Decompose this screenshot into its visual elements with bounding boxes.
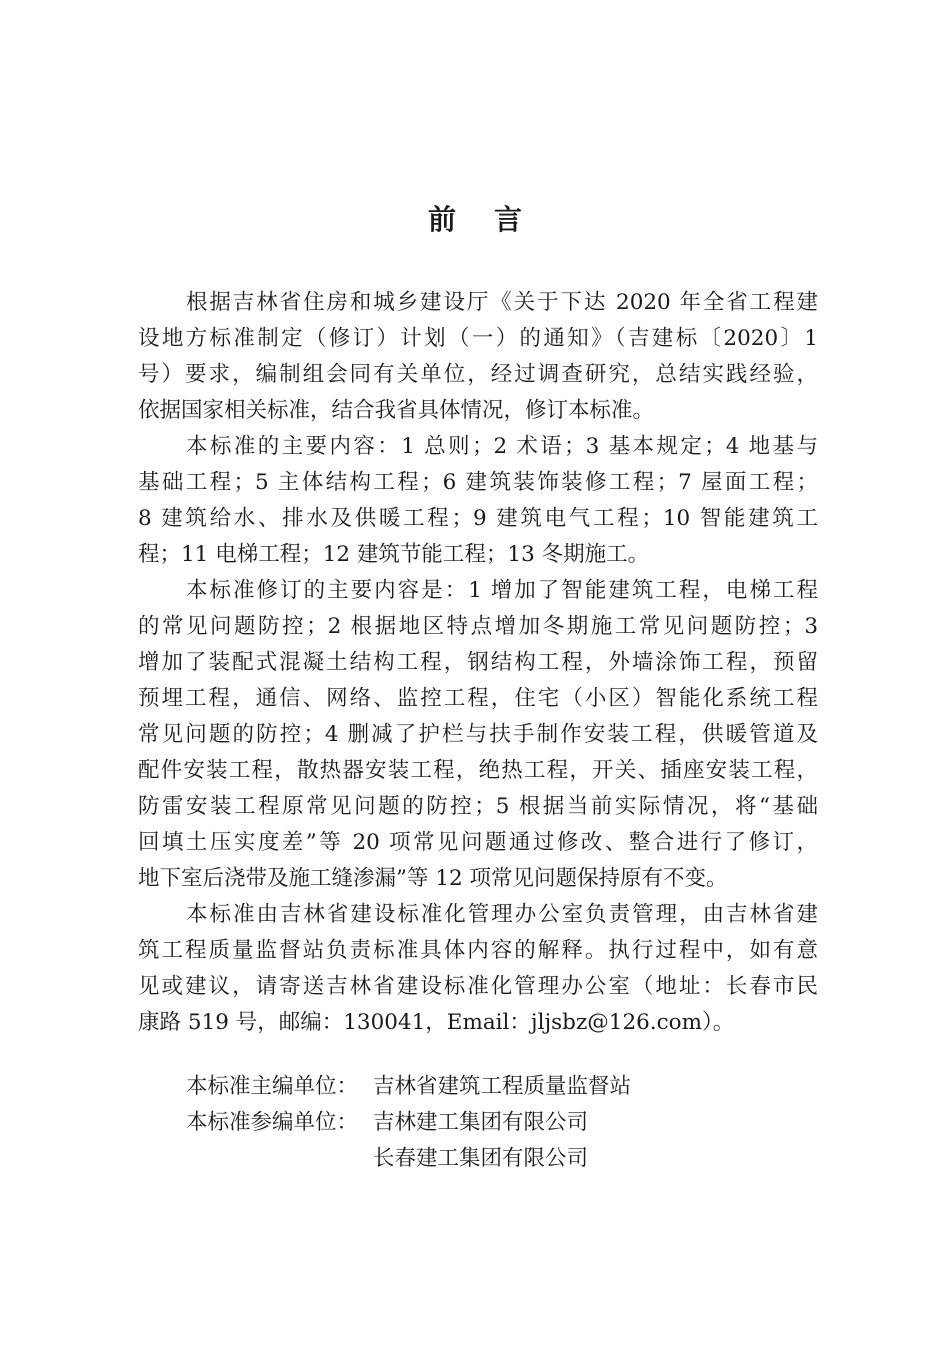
paragraph-line: 康路 519 号，邮编：130041，Email：jljsbz@126.com）。 [138, 1010, 735, 1035]
page-title [0, 196, 950, 244]
paragraph-line: 8 建筑给水、排水及供暖工程；9 建筑电气工程；10 智能建筑工 [138, 506, 818, 531]
paragraph-line: 防雷安装工程原常见问题的防控；5 根据当前实际情况，将“基础 [138, 794, 818, 819]
paragraph-line: 地下室后浇带及施工缝渗漏”等 12 项常见问题保持原有不变。 [138, 866, 728, 891]
paragraph-line: 筑工程质量监督站负责标准具体内容的解释。执行过程中，如有意 [138, 938, 818, 963]
paragraph-line: 常见问题的防控；4 删减了护栏与扶手制作安装工程，供暖管道及 [138, 722, 818, 747]
paragraph-line: 本标准的主要内容：1 总则；2 术语；3 基本规定；4 地基与 [186, 434, 818, 459]
paragraph-line: 配件安装工程，散热器安装工程，绝热工程，开关、插座安装工程， [138, 758, 818, 783]
paragraph-line: 本标准修订的主要内容是：1 增加了智能建筑工程，电梯工程 [186, 578, 818, 603]
participant-unit-name: 吉林建工集团有限公司 [373, 1110, 589, 1135]
paragraph-line: 基础工程；5 主体结构工程；6 建筑装饰装修工程；7 屋面工程； [138, 470, 818, 495]
paragraph-line: 增加了装配式混凝土结构工程，钢结构工程，外墙涂饰工程，预留 [138, 650, 818, 675]
paragraph-line: 依据国家相关标准，结合我省具体情况，修订本标准。 [138, 398, 655, 423]
page-title-char-2: 言 [494, 203, 523, 236]
paragraph-line: 回填土压实度差”等 20 项常见问题通过修改、整合进行了修订， [138, 830, 818, 855]
paragraph-line: 设地方标准制定（修订）计划（一）的通知》（吉建标〔2020〕1 [138, 326, 818, 351]
participant-unit-label: 本标准参编单位： [186, 1110, 359, 1135]
page-title-char-1: 前 [427, 203, 456, 236]
paragraph-line: 见或建议，请寄送吉林省建设标准化管理办公室（地址：长春市民 [138, 974, 818, 999]
paragraph-line: 预埋工程，通信、网络、监控工程，住宅（小区）智能化系统工程 [138, 686, 818, 711]
paragraph-line: 号）要求，编制组会同有关单位，经过调查研究，总结实践经验， [138, 362, 818, 387]
paragraph-line: 的常见问题防控；2 根据地区特点增加冬期施工常见问题防控；3 [138, 614, 818, 639]
editor-unit-name: 吉林省建筑工程质量监督站 [373, 1074, 632, 1099]
editor-unit-label: 本标准主编单位： [186, 1074, 359, 1099]
paragraph-line: 程；11 电梯工程；12 建筑节能工程；13 冬期施工。 [138, 542, 650, 567]
paragraph-line: 本标准由吉林省建设标准化管理办公室负责管理，由吉林省建 [186, 902, 818, 927]
paragraph-line: 根据吉林省住房和城乡建设厅《关于下达 2020 年全省工程建 [186, 290, 818, 315]
participant-unit-name: 长春建工集团有限公司 [373, 1146, 589, 1171]
